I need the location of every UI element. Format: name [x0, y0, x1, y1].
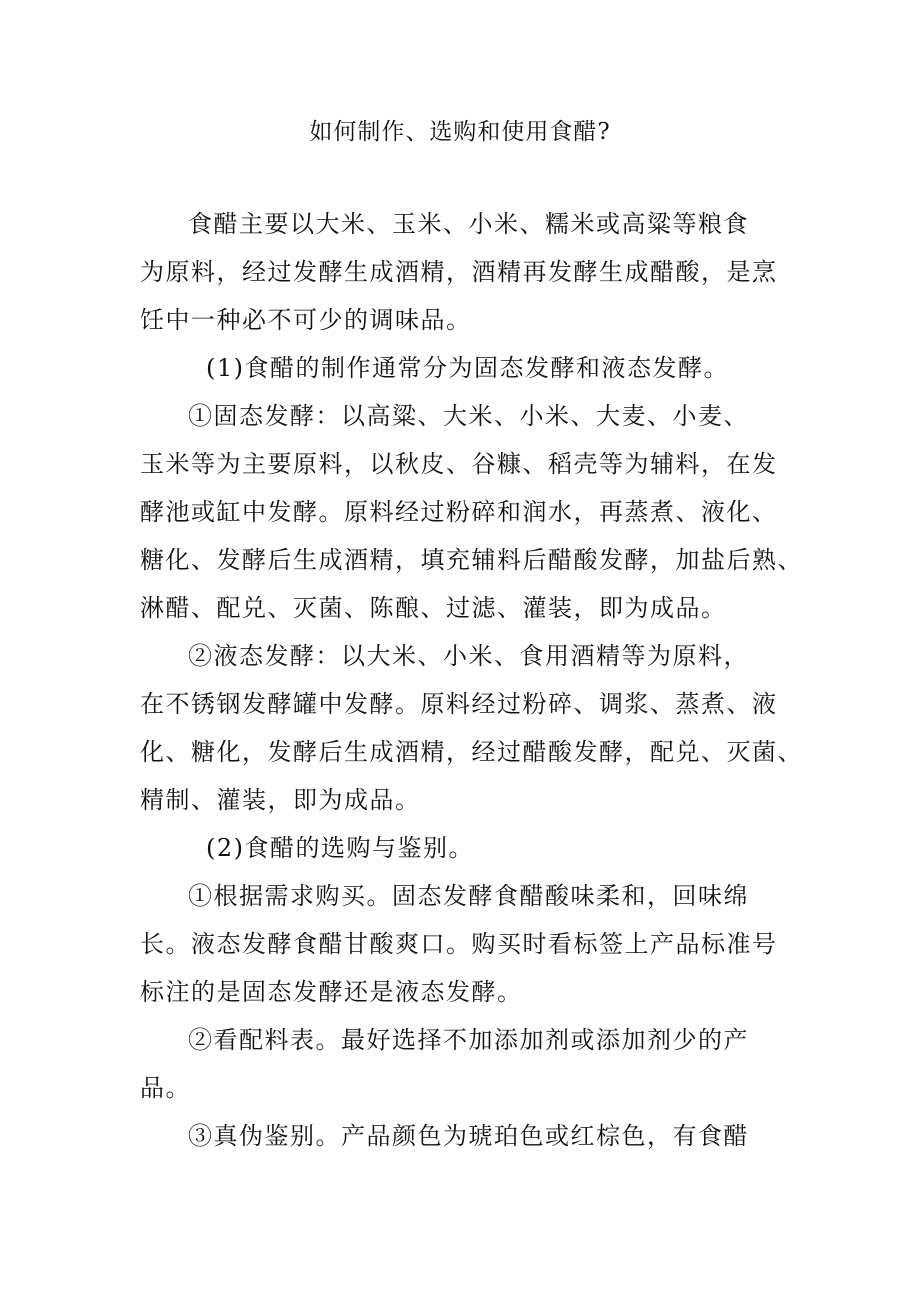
paragraph-line-10: ②液态发酵：以大米、小米、食用酒精等为原料，: [188, 642, 749, 670]
paragraph-line-13: 精制、灌装，即为成品。: [140, 786, 421, 814]
paragraph-line-18: ②看配料表。最好选择不加添加剂或添加剂少的产: [188, 1026, 749, 1054]
paragraph-line-11: 在不锈钢发酵罐中发酵。原料经过粉碎、调浆、蒸煮、液: [140, 690, 778, 718]
paragraph-line-5: ①固态发酵：以高粱、大米、小米、大麦、小麦、: [188, 402, 749, 430]
document-title: 如何制作、选购和使用食醋?: [309, 119, 611, 145]
paragraph-line-15: ①根据需求购买。固态发酵食醋酸味柔和，回味绵: [188, 882, 749, 910]
paragraph-line-17: 标注的是固态发酵还是液态发酵。: [140, 978, 523, 1006]
paragraph-line-3: 饪中一种必不可少的调味品。: [140, 306, 472, 334]
paragraph-line-12: 化、糖化，发酵后生成酒精，经过醋酸发酵，配兑、灭菌、: [140, 738, 803, 766]
paragraph-line-16: 长。液态发酵食醋甘酸爽口。购买时看标签上产品标准号: [140, 930, 778, 958]
section-heading-1: (1)食醋的制作通常分为固态发酵和液态发酵。: [206, 354, 729, 382]
paragraph-line-6: 玉米等为主要原料，以秋皮、谷糠、稻壳等为辅料，在发: [140, 450, 778, 478]
paragraph-line-20: ③真伪鉴别。产品颜色为琥珀色或红棕色，有食醋: [188, 1122, 749, 1150]
section-heading-2: (2)食醋的选购与鉴别。: [206, 834, 474, 862]
paragraph-line-1: 食醋主要以大米、玉米、小米、糯米或高粱等粮食: [188, 210, 749, 238]
paragraph-line-9: 淋醋、配兑、灭菌、陈酿、过滤、灌装，即为成品。: [140, 594, 727, 622]
paragraph-line-19: 品。: [140, 1074, 191, 1102]
paragraph-line-7: 酵池或缸中发酵。原料经过粉碎和润水，再蒸煮、液化、: [140, 498, 778, 526]
paragraph-line-2: 为原料，经过发酵生成酒精，酒精再发酵生成醋酸，是烹: [140, 258, 778, 286]
paragraph-line-8: 糖化、发酵后生成酒精，填充辅料后醋酸发酵，加盐后熟、: [140, 546, 803, 574]
